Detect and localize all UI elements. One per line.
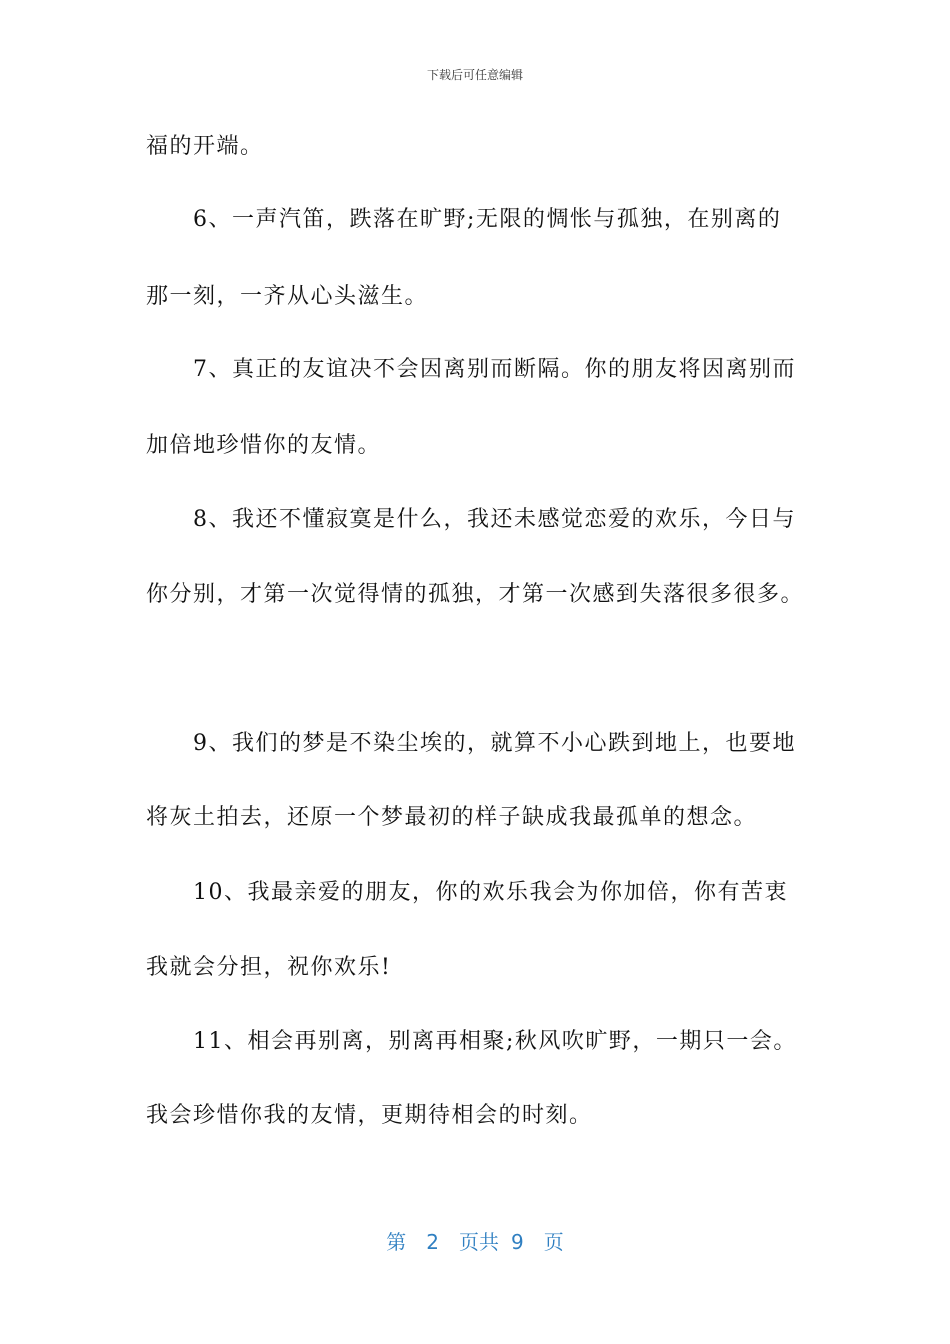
page-number-prefix: 第 [386, 1230, 407, 1254]
text-line: 11、相会再别离，别离再相聚;秋风吹旷野，一期只一会。 [193, 1029, 797, 1054]
text-line: 8、我还不懂寂寞是什么，我还未感觉恋爱的欢乐，今日与 [193, 507, 796, 532]
page-number [0, 1226, 950, 1255]
page-header: 下载后可任意编辑 [426, 68, 523, 82]
text-line: 我就会分担，祝你欢乐! [146, 955, 392, 980]
total-pages-number: 9 [511, 1230, 524, 1254]
text-line: 10、我最亲爱的朋友，你的欢乐我会为你加倍，你有苦衷 [193, 880, 788, 905]
page-number-middle: 页共 [459, 1230, 499, 1254]
current-page-number: 2 [426, 1230, 439, 1254]
text-line: 我会珍惜你我的友情，更期待相会的时刻。 [146, 1103, 593, 1128]
text-line: 加倍地珍惜你的友情。 [146, 433, 382, 458]
text-line: 那一刻，一齐从心头滋生。 [146, 284, 429, 309]
text-line: 7、真正的友谊决不会因离别而断隔。你的朋友将因离别而 [193, 357, 796, 382]
page-number-suffix: 页 [543, 1230, 564, 1254]
text-line: 6、一声汽笛，跌落在旷野;无限的惆怅与孤独，在别离的 [193, 207, 782, 232]
text-line: 福的开端。 [146, 134, 264, 159]
text-line: 将灰土拍去，还原一个梦最初的样子缺成我最孤单的想念。 [146, 805, 758, 830]
text-line: 你分别，才第一次觉得情的孤独，才第一次感到失落很多很多。 [146, 582, 805, 607]
text-line: 9、我们的梦是不染尘埃的，就算不小心跌到地上，也要地 [193, 731, 796, 756]
